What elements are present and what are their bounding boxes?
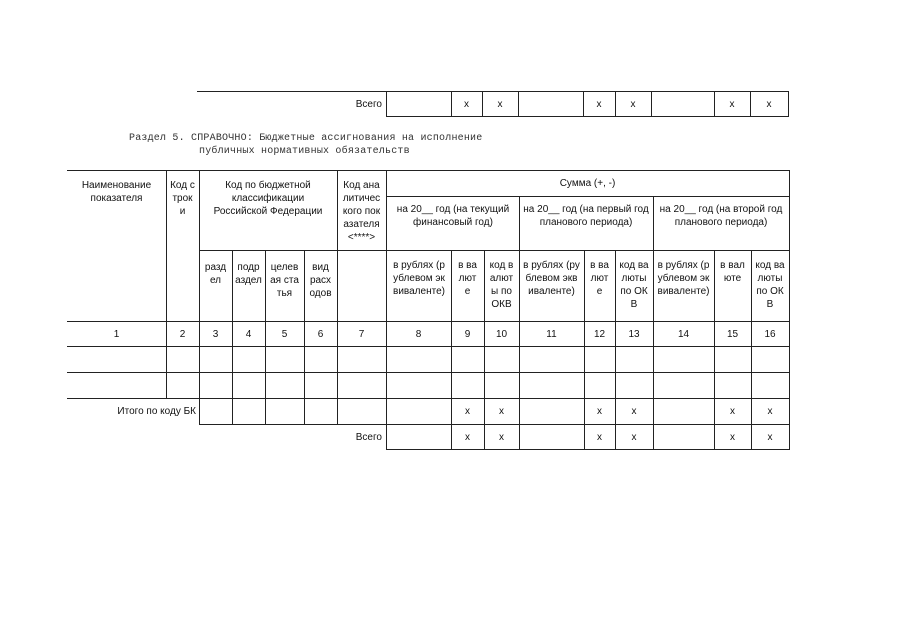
top-mark: х <box>729 98 735 110</box>
top-mark: х <box>766 98 772 110</box>
header-analytic: Код аналитического показателя <****> <box>342 180 381 243</box>
col-number: 2 <box>179 328 186 340</box>
header-subsection: подраздел <box>235 262 262 286</box>
header-cur: в валюте <box>720 260 745 284</box>
x-mark: х <box>767 405 773 417</box>
top-mark: х <box>596 98 602 110</box>
header-code-line: Код строки <box>170 180 195 217</box>
header-okv: код валюты по ОКВ <box>619 260 649 310</box>
top-mark: х <box>630 98 636 110</box>
col-number: 14 <box>677 328 690 340</box>
header-cur: в валюте <box>458 260 477 297</box>
x-mark: х <box>631 431 637 443</box>
section-title-line1: Раздел 5. СПРАВОЧНО: Бюджетные ассигнования на исполнение <box>129 133 483 144</box>
col-number: 8 <box>415 328 422 340</box>
x-mark: х <box>465 405 470 417</box>
x-mark: х <box>597 405 602 417</box>
header-period2: на 20__ год (на первый год планового периода) <box>523 204 649 228</box>
x-mark: х <box>499 405 504 417</box>
col-number: 15 <box>726 328 739 340</box>
header-bk-code: Код по бюджетной классификации Российской Федерации <box>213 180 323 217</box>
x-mark: х <box>767 431 773 443</box>
header-cur: в валюте <box>590 260 609 297</box>
col-number: 13 <box>628 328 640 340</box>
x-mark: х <box>631 405 637 417</box>
header-period3: на 20__ год (на второй год планового периода) <box>659 204 783 228</box>
header-expense: вид расходов <box>309 262 332 299</box>
header-rub: в рублях (рублевом эквиваленте) <box>523 260 580 297</box>
col-number: 16 <box>764 328 776 340</box>
x-mark: х <box>597 431 602 443</box>
x-mark: х <box>465 431 470 443</box>
header-name: Наименование показателя <box>81 180 152 204</box>
header-okv: код валюты по ОКВ <box>755 260 785 310</box>
section-title-line2: публичных нормативных обязательств <box>199 146 410 157</box>
header-section: раздел <box>204 262 227 286</box>
col-number: 1 <box>113 328 120 340</box>
col-number: 6 <box>317 328 324 340</box>
header-target: целевая статья <box>270 262 299 299</box>
col-number: 4 <box>245 328 252 340</box>
header-sum: Сумма (+, -) <box>559 178 616 189</box>
x-mark: х <box>499 431 504 443</box>
col-number: 12 <box>593 328 606 340</box>
x-mark: х <box>730 431 735 443</box>
vsego-label: Всего <box>355 431 382 443</box>
top-mark: х <box>497 98 503 110</box>
col-number: 10 <box>495 328 508 340</box>
col-number: 9 <box>464 328 471 340</box>
col-number: 3 <box>212 328 219 340</box>
header-rub: в рублях (рублевом эквиваленте) <box>393 260 445 297</box>
x-mark: х <box>730 405 735 417</box>
col-number: 11 <box>546 328 557 340</box>
header-period1: на 20__ год (на текущий финансовый год) <box>396 204 510 228</box>
header-rub: в рублях (рублевом эквиваленте) <box>657 260 710 297</box>
col-number: 7 <box>358 328 365 340</box>
itogo-label: Итого по коду БК <box>117 405 196 417</box>
header-okv: код валюты по ОКВ <box>489 260 514 310</box>
col-number: 5 <box>281 328 288 340</box>
top-mark: х <box>464 98 469 110</box>
top-total-label: Всего <box>355 98 382 110</box>
